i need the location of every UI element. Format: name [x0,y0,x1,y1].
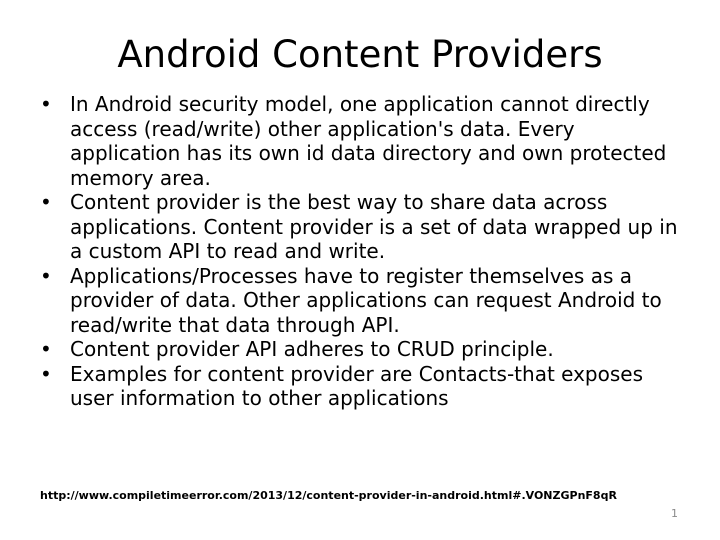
bullet-item-4 [40,337,690,362]
bullet-icon: • [40,92,52,116]
source-link[interactable]: http://www.compiletimeerror.com/2013/12/content-provider-in-android.html#.VONZGPnF8qR [40,489,617,502]
page-number: 1 [671,507,678,520]
bullet-item-5 [40,362,690,411]
bullet-list [40,92,690,411]
bullet-icon: • [40,263,52,288]
bullet-icon: • [40,337,52,361]
slide-title: Android Content Providers [117,33,603,76]
bullet-item-1 [40,92,690,190]
bullet-text: Applications/Processes have to register themselves as a provider of data. Other applications can request Android to read/write that data through API. [70,263,662,337]
bullet-text: Content provider is the best way to share data across applications. Content provider is a set of data wrapped up in a custom API to read and write. [70,190,678,263]
bullet-icon: • [40,190,52,214]
bullet-text: Content provider API adheres to CRUD principle. [70,337,554,361]
bullet-text: In Android security model, one application cannot directly access (read/write) other application's data. Every application has its own id data directory and own protected memory area. [70,92,667,190]
bullet-item-2 [40,190,690,264]
bullet-icon: • [40,361,52,386]
bullet-text: Examples for content provider are Contacts-that exposes user information to other applications [70,361,644,410]
bullet-item-3 [40,264,690,338]
